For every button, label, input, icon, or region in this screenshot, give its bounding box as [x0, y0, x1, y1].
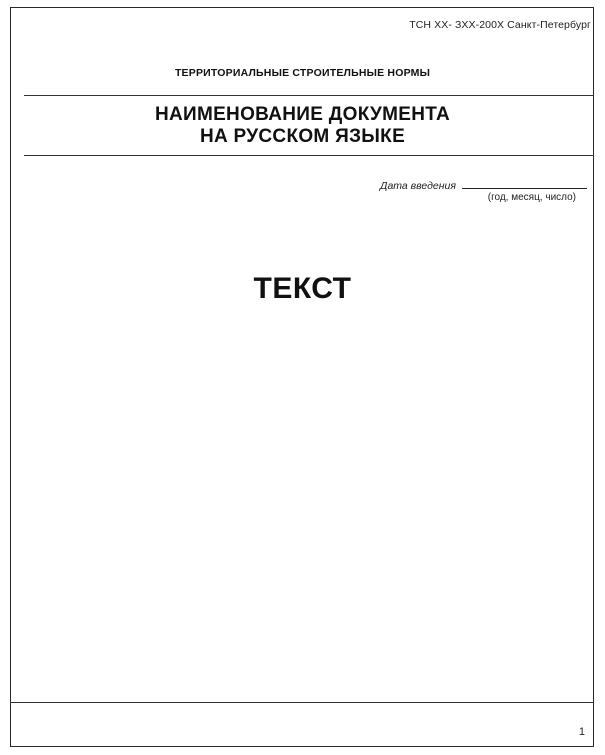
- intro-date-hint: (год, месяц, число): [487, 192, 576, 203]
- title-top-rule: [24, 95, 594, 96]
- title-bottom-rule: [24, 155, 594, 156]
- document-title: [0, 104, 605, 148]
- intro-date-field: [380, 179, 587, 192]
- document-title-line-1: НАИМЕНОВАНИЕ ДОКУМЕНТА: [154, 104, 451, 125]
- document-category: ТЕРРИТОРИАЛЬНЫЕ СТРОИТЕЛЬНЫЕ НОРМЫ: [174, 67, 431, 79]
- page-number: 1: [578, 726, 585, 738]
- document-code: ТСН ХХ- ЗХХ-200Х Санкт-Петербург: [409, 19, 591, 31]
- intro-date-blank: [462, 179, 587, 189]
- intro-date-label: Дата введения: [380, 180, 456, 192]
- document-title-line-2: НА РУССКОМ ЯЗЫКЕ: [199, 126, 406, 147]
- footer-rule: [10, 702, 594, 703]
- body-text: ТЕКСТ: [253, 272, 352, 305]
